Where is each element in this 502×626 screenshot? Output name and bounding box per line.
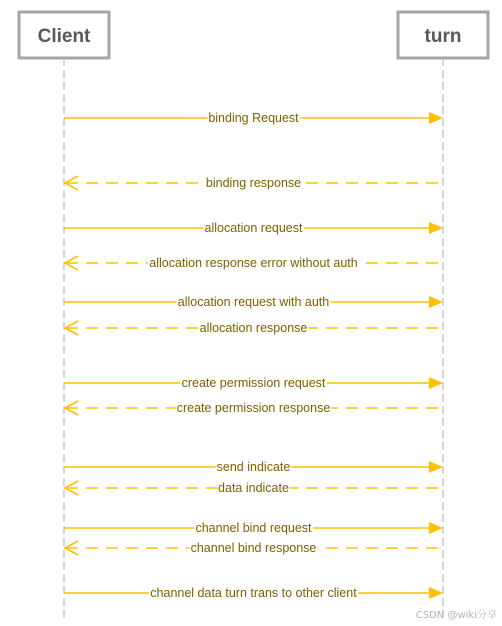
message-label: binding Request bbox=[208, 111, 299, 125]
message-label: channel bind response bbox=[190, 541, 317, 555]
message-label: allocation request with auth bbox=[177, 295, 330, 309]
actor-turn-label: turn bbox=[424, 26, 462, 47]
message-label: allocation response error without auth bbox=[149, 256, 358, 270]
message-label: channel bind request bbox=[195, 521, 312, 535]
message-label: create permission response bbox=[176, 401, 331, 415]
arrowhead-right-icon bbox=[429, 222, 443, 234]
message-label: create permission request bbox=[181, 376, 326, 390]
actor-client-label: Client bbox=[37, 26, 91, 47]
arrowhead-right-icon bbox=[429, 112, 443, 124]
messages bbox=[64, 111, 443, 600]
message-label: channel data turn trans to other client bbox=[150, 586, 357, 600]
arrowhead-right-icon bbox=[429, 522, 443, 534]
actor-client bbox=[19, 12, 109, 58]
arrowhead-right-icon bbox=[429, 377, 443, 389]
actor-turn bbox=[398, 12, 488, 58]
watermark-text: CSDN @wiki分享 bbox=[415, 610, 497, 621]
message-label: data indicate bbox=[218, 481, 289, 495]
message-label: allocation response bbox=[199, 321, 308, 335]
message-label: allocation request bbox=[204, 221, 303, 235]
message-label: send indicate bbox=[216, 460, 291, 474]
arrowhead-right-icon bbox=[429, 296, 443, 308]
message-label: binding response bbox=[205, 176, 302, 190]
arrowhead-right-icon bbox=[429, 587, 443, 599]
arrowhead-right-icon bbox=[429, 461, 443, 473]
